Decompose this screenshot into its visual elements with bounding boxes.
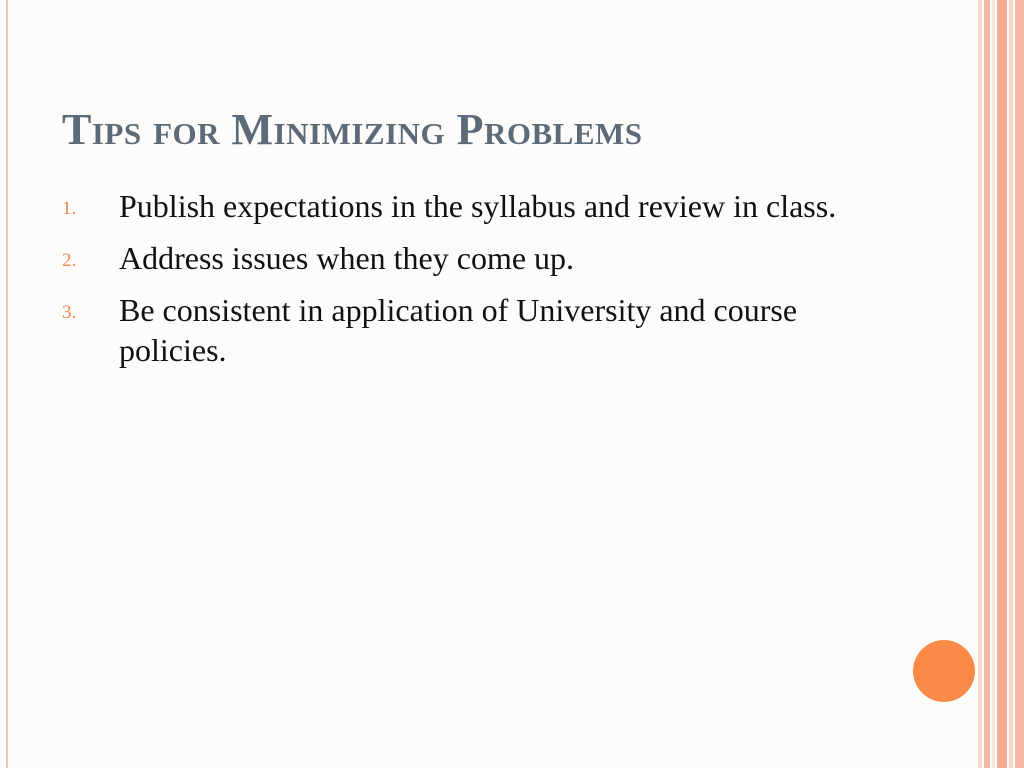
list-item (62, 238, 892, 278)
right-stripe (978, 0, 982, 768)
list-item (62, 290, 892, 370)
right-stripe (992, 0, 995, 768)
right-stripe (984, 0, 990, 768)
item-number: 3. (62, 302, 77, 323)
right-stripe (997, 0, 1007, 768)
item-text: Be consistent in application of University and course policies. (119, 292, 798, 368)
right-stripe (1015, 0, 1024, 768)
item-number: 2. (62, 250, 77, 271)
item-text: Publish expectations in the syllabus and review in class. (119, 188, 837, 224)
slide-title: Tips for Minimizing Problems (62, 105, 643, 154)
tips-list (62, 186, 892, 382)
list-item (62, 186, 892, 226)
item-text: Address issues when they come up. (119, 240, 575, 276)
left-border-line (6, 0, 8, 768)
item-number: 1. (62, 198, 77, 219)
right-stripe (1009, 0, 1013, 768)
accent-circle (913, 640, 975, 702)
